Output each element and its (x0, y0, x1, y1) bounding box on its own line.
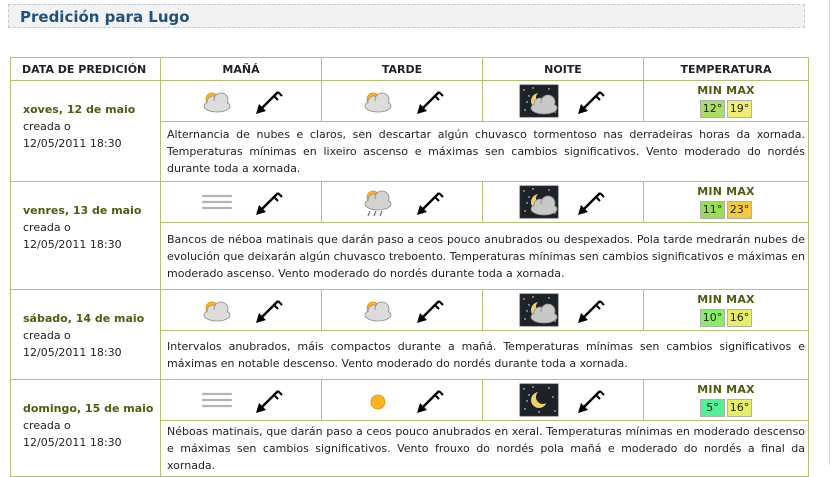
wind-northeast-icon (253, 85, 285, 117)
forecast-table (10, 57, 809, 477)
min-temp: 10° (700, 309, 725, 327)
max-temp: 19° (727, 100, 752, 118)
header-temperature: TEMPERATURA (644, 58, 809, 81)
morning-cell (161, 81, 322, 122)
night-cell (483, 81, 644, 122)
header-date: DATA DE PREDICIÓN (11, 58, 161, 81)
temp-labels (644, 293, 808, 306)
night-clear-icon (519, 383, 559, 417)
max-label: MAX (726, 383, 755, 396)
wind-northeast-icon (253, 186, 285, 218)
partly-cloudy-icon (358, 293, 398, 327)
partly-cloudy-showers-icon (358, 185, 398, 219)
temperature-cell (644, 182, 809, 223)
night-partly-cloudy-icon (519, 185, 559, 219)
day-date: venres, 13 de maio (23, 204, 142, 217)
day-row (11, 182, 809, 223)
created-label: creada o (23, 120, 71, 133)
night-cell (483, 182, 644, 223)
date-cell (11, 290, 161, 380)
day-date: domingo, 15 de maio (23, 402, 154, 415)
temperature-cell (644, 380, 809, 421)
wind-northeast-icon (575, 384, 607, 416)
created-time: 12/05/2011 18:30 (23, 137, 122, 150)
forecast-description: Néboas matinais, que darán paso a ceos pouco anubrados en xeral. Temperaturas mínimas en moderado descenso e máximas sen cambios significativos. Vento frouxo do nordés pola mañá e moderado do nordés a final da xornada. (161, 421, 809, 477)
forecast-description: Bancos de néboa matinais que darán paso a ceos pouco anubrados ou despexados. Pola tarde medrarán nubes de evolución que deixarán algún chuvasco treboento. Temperaturas mínimas sen cambios significativos e máximas en moderado ascenso. Vento moderado do nordés durante toda a xornada. (161, 223, 809, 290)
wind-northeast-icon (414, 85, 446, 117)
day-row (11, 380, 809, 421)
max-label: MAX (726, 293, 755, 306)
created-time: 12/05/2011 18:30 (23, 346, 122, 359)
created-label: creada o (23, 419, 71, 432)
fog-icon (197, 185, 237, 219)
date-cell (11, 380, 161, 477)
forecast-description: Alternancia de nubes e claros, sen descartar algún chuvasco tormentoso nas derradeiras horas da xornada. Temperaturas mínimas en lixeiro ascenso e máximas sen cambios significativos. Vento moderado do nordés durante toda a xornada. (161, 122, 809, 182)
wind-northeast-icon (253, 294, 285, 326)
min-label: MIN (697, 84, 723, 97)
created-label: creada o (23, 329, 71, 342)
header-row (11, 58, 809, 81)
afternoon-cell (322, 290, 483, 331)
day-date: xoves, 12 de maio (23, 103, 136, 116)
sunny-icon (358, 383, 398, 417)
wind-northeast-icon (414, 384, 446, 416)
afternoon-cell (322, 81, 483, 122)
night-partly-cloudy-icon (519, 84, 559, 118)
temperature-cell (644, 81, 809, 122)
day-row (11, 290, 809, 331)
header-night: NOITE (483, 58, 644, 81)
created-label: creada o (23, 221, 71, 234)
max-label: MAX (726, 185, 755, 198)
max-temp: 16° (727, 399, 752, 417)
night-partly-cloudy-icon (519, 293, 559, 327)
page-title: Predición para Lugo (20, 8, 190, 26)
temp-labels (644, 84, 808, 97)
temp-labels (644, 185, 808, 198)
fog-icon (197, 383, 237, 417)
night-cell (483, 290, 644, 331)
wind-northeast-icon (414, 186, 446, 218)
temp-labels (644, 383, 808, 396)
wind-northeast-icon (414, 294, 446, 326)
date-cell (11, 182, 161, 290)
afternoon-cell (322, 380, 483, 421)
min-label: MIN (697, 185, 723, 198)
partly-cloudy-icon (358, 84, 398, 118)
day-date: sábado, 14 de maio (23, 312, 145, 325)
partly-cloudy-icon (197, 293, 237, 327)
date-cell (11, 81, 161, 182)
day-row (11, 81, 809, 122)
temperature-cell (644, 290, 809, 331)
partly-cloudy-icon (197, 84, 237, 118)
forecast-description: Intervalos anubrados, máis compactos durante a mañá. Temperaturas mínimas sen cambios significativos e máximas en notable descenso. Vento moderado do nordés durante toda a xornada. (161, 331, 809, 380)
min-label: MIN (697, 383, 723, 396)
wind-northeast-icon (253, 384, 285, 416)
afternoon-cell (322, 182, 483, 223)
header-morning: MAÑÁ (161, 58, 322, 81)
title-bar (8, 4, 805, 28)
morning-cell (161, 380, 322, 421)
wind-northeast-icon (575, 85, 607, 117)
min-temp: 11° (700, 201, 725, 219)
morning-cell (161, 182, 322, 223)
morning-cell (161, 290, 322, 331)
header-afternoon: TARDE (322, 58, 483, 81)
created-time: 12/05/2011 18:30 (23, 436, 122, 449)
wind-northeast-icon (575, 294, 607, 326)
max-temp: 23° (727, 201, 752, 219)
min-temp: 12° (700, 100, 725, 118)
min-temp: 5° (700, 399, 725, 417)
scrollbar-edge (829, 0, 830, 465)
night-cell (483, 380, 644, 421)
max-temp: 16° (727, 309, 752, 327)
created-time: 12/05/2011 18:30 (23, 238, 122, 251)
min-label: MIN (697, 293, 723, 306)
wind-northeast-icon (575, 186, 607, 218)
max-label: MAX (726, 84, 755, 97)
